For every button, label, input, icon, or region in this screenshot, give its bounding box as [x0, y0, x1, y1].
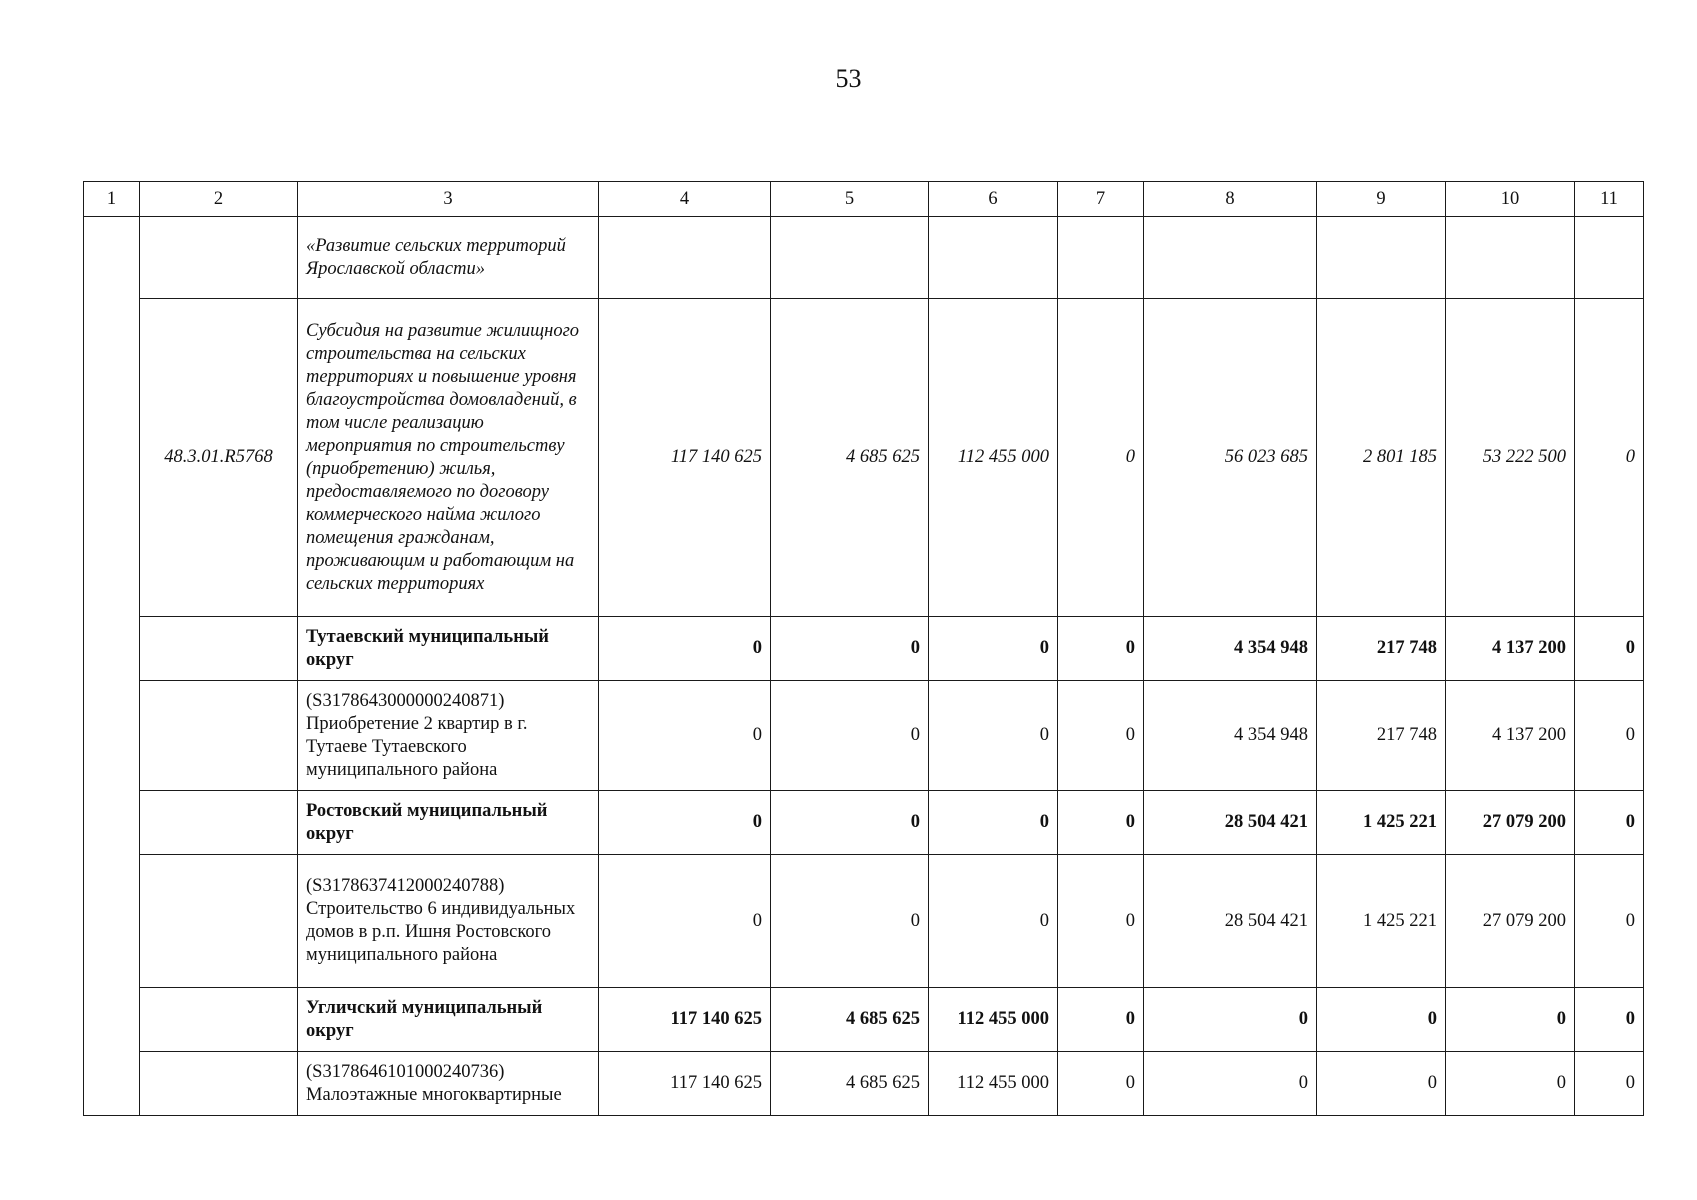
value-cell: 0 — [771, 791, 929, 855]
value-cell: 53 222 500 — [1446, 299, 1575, 617]
description-cell: «Развитие сельских территорий Ярославской области» — [298, 217, 599, 299]
page-number: 53 — [835, 64, 862, 93]
value-cell: 0 — [1575, 1052, 1644, 1116]
value-cell: 112 455 000 — [929, 1052, 1058, 1116]
value-cell: 0 — [1058, 681, 1144, 791]
table-row — [84, 617, 1644, 681]
value-cell: 0 — [599, 791, 771, 855]
column-header: 2 — [140, 182, 298, 217]
value-cell: 217 748 — [1317, 617, 1446, 681]
table-row — [84, 1052, 1644, 1116]
value-cell: 1 425 221 — [1317, 791, 1446, 855]
blank-column-cell — [84, 217, 140, 1116]
code-cell — [140, 791, 298, 855]
column-number-row — [84, 182, 1644, 217]
value-cell: 0 — [1144, 988, 1317, 1052]
value-cell: 0 — [1575, 617, 1644, 681]
code-cell — [140, 617, 298, 681]
value-cell: 0 — [1058, 988, 1144, 1052]
value-cell: 0 — [1317, 988, 1446, 1052]
column-header: 6 — [929, 182, 1058, 217]
value-cell: 112 455 000 — [929, 988, 1058, 1052]
value-cell: 0 — [929, 791, 1058, 855]
value-cell: 0 — [771, 855, 929, 988]
value-cell: 4 685 625 — [771, 299, 929, 617]
value-cell: 217 748 — [1317, 681, 1446, 791]
value-cell: 0 — [1575, 988, 1644, 1052]
value-cell — [1446, 217, 1575, 299]
value-cell: 0 — [1058, 299, 1144, 617]
value-cell: 0 — [1058, 617, 1144, 681]
column-header: 3 — [298, 182, 599, 217]
table-row — [84, 681, 1644, 791]
column-header: 5 — [771, 182, 929, 217]
value-cell: 0 — [1317, 1052, 1446, 1116]
table-row — [84, 217, 1644, 299]
description-cell: Субсидия на развитие жилищного строительства на сельских территориях и повышение уровня благоустройства домовладений, в том числе реализацию мероприятия по строительству (приобретению) жилья, предоставляемого по договору коммерческого найма жилого помещения гражданам, проживающим и работающим на сельских территориях — [298, 299, 599, 617]
column-header: 1 — [84, 182, 140, 217]
value-cell: 0 — [929, 617, 1058, 681]
description-cell: (S3178643000000240871) Приобретение 2 квартир в г. Тутаеве Тутаевского муниципального района — [298, 681, 599, 791]
value-cell: 0 — [929, 681, 1058, 791]
value-cell: 0 — [1575, 855, 1644, 988]
value-cell: 117 140 625 — [599, 1052, 771, 1116]
value-cell: 0 — [1058, 855, 1144, 988]
code-cell — [140, 217, 298, 299]
value-cell: 0 — [1575, 791, 1644, 855]
description-cell: Угличский муниципальный округ — [298, 988, 599, 1052]
value-cell: 0 — [1446, 988, 1575, 1052]
budget-table — [83, 181, 1644, 1116]
value-cell: 0 — [771, 617, 929, 681]
value-cell: 28 504 421 — [1144, 855, 1317, 988]
value-cell: 0 — [929, 855, 1058, 988]
table-row — [84, 791, 1644, 855]
code-cell — [140, 855, 298, 988]
value-cell: 56 023 685 — [1144, 299, 1317, 617]
code-cell: 48.3.01.R5768 — [140, 299, 298, 617]
value-cell: 28 504 421 — [1144, 791, 1317, 855]
column-header: 10 — [1446, 182, 1575, 217]
value-cell: 117 140 625 — [599, 988, 771, 1052]
value-cell — [1144, 217, 1317, 299]
value-cell: 4 685 625 — [771, 1052, 929, 1116]
value-cell: 112 455 000 — [929, 299, 1058, 617]
value-cell: 4 137 200 — [1446, 681, 1575, 791]
column-header: 8 — [1144, 182, 1317, 217]
table-row — [84, 299, 1644, 617]
value-cell: 0 — [599, 617, 771, 681]
value-cell — [771, 217, 929, 299]
column-header: 9 — [1317, 182, 1446, 217]
description-cell: Тутаевский муниципальный округ — [298, 617, 599, 681]
column-header: 11 — [1575, 182, 1644, 217]
value-cell: 2 801 185 — [1317, 299, 1446, 617]
value-cell: 1 425 221 — [1317, 855, 1446, 988]
table-row — [84, 988, 1644, 1052]
value-cell: 0 — [1575, 299, 1644, 617]
description-cell: (S3178646101000240736) Малоэтажные многоквартирные — [298, 1052, 599, 1116]
value-cell — [1575, 217, 1644, 299]
value-cell: 4 137 200 — [1446, 617, 1575, 681]
value-cell: 4 354 948 — [1144, 617, 1317, 681]
column-header: 4 — [599, 182, 771, 217]
description-cell: Ростовский муниципальный округ — [298, 791, 599, 855]
code-cell — [140, 988, 298, 1052]
code-cell — [140, 1052, 298, 1116]
value-cell: 0 — [1446, 1052, 1575, 1116]
value-cell: 4 685 625 — [771, 988, 929, 1052]
code-cell — [140, 681, 298, 791]
column-header: 7 — [1058, 182, 1144, 217]
value-cell — [1058, 217, 1144, 299]
description-cell: (S3178637412000240788) Строительство 6 индивидуальных домов в р.п. Ишня Ростовского муниципального района — [298, 855, 599, 988]
value-cell — [929, 217, 1058, 299]
value-cell: 0 — [1144, 1052, 1317, 1116]
value-cell: 0 — [599, 681, 771, 791]
value-cell — [1317, 217, 1446, 299]
value-cell: 117 140 625 — [599, 299, 771, 617]
value-cell — [599, 217, 771, 299]
value-cell: 27 079 200 — [1446, 791, 1575, 855]
value-cell: 0 — [1058, 1052, 1144, 1116]
table-row — [84, 855, 1644, 988]
value-cell: 4 354 948 — [1144, 681, 1317, 791]
value-cell: 0 — [599, 855, 771, 988]
value-cell: 0 — [1575, 681, 1644, 791]
value-cell: 0 — [771, 681, 929, 791]
value-cell: 0 — [1058, 791, 1144, 855]
value-cell: 27 079 200 — [1446, 855, 1575, 988]
